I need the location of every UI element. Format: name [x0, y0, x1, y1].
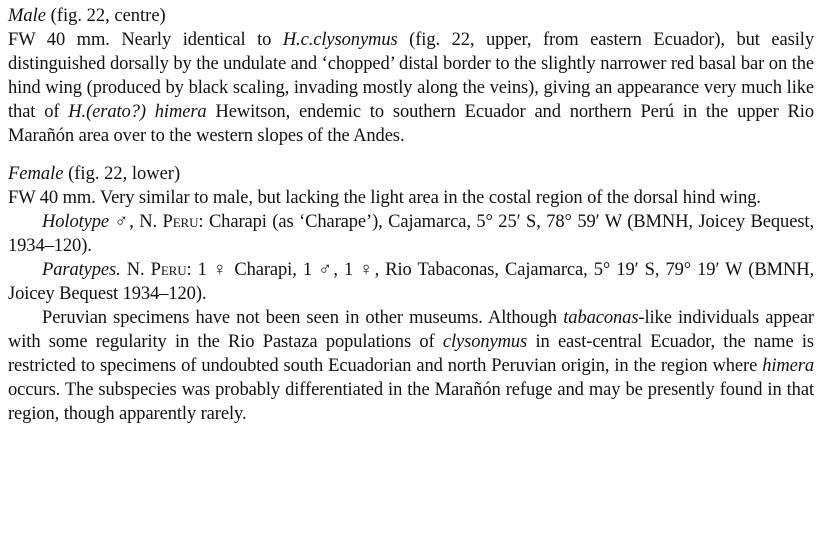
text-run: -like individuals appear with some regularity in the Rio Pastaza populations of [8, 308, 814, 352]
text-run: N. [120, 260, 151, 280]
paratypes-paragraph [8, 258, 814, 306]
paratypes-label: Paratypes. [42, 260, 121, 280]
male-heading [8, 4, 814, 28]
female-heading-label: Female [8, 164, 64, 184]
female-heading-ref: (fig. 22, lower) [63, 164, 181, 184]
document-page [8, 4, 814, 426]
female-heading [8, 162, 814, 186]
text-run: ♂, N. [109, 212, 163, 232]
male-heading-ref: (fig. 22, centre) [46, 6, 166, 26]
species-name: clysonymus [442, 332, 528, 352]
country-name: Peru [150, 260, 187, 280]
text-run: occurs. The subspecies was probably differentiated in the Marañón refuge and may be presently found in that region, though apparently rarely. [8, 380, 814, 424]
holotype-label: Holotype [42, 212, 110, 232]
text-run: in east-central Ecuador, the name is restricted to specimens of undoubted south Ecuadorian and north Peruvian origin, in the region where [8, 332, 814, 376]
holotype-paragraph [8, 210, 814, 258]
text-run: Peruvian specimens have not been seen in other museums. Although [42, 308, 564, 328]
species-name: himera [762, 356, 814, 376]
species-name: tabaconas [563, 308, 639, 328]
text-run: : Charapi (as ‘Charape’), Cajamarca, 5° 25′ S, 78° 59′ W (BMNH, Joicey Bequest, 1934–120). [8, 212, 814, 256]
species-name: H.c.clysonymus [282, 30, 398, 50]
text-run: FW 40 mm. Nearly identical to [8, 30, 283, 50]
text-run: (fig. 22, upper, from eastern Ecuador), but easily distinguished dorsally by the undulate and ‘chopped’ distal border to the slightly narrower red basal bar on the hind wing (produced by black scaling, invading mostly along the veins), giving an appearance very much like that of [8, 30, 814, 122]
female-section [8, 162, 814, 426]
male-heading-label: Male [8, 6, 47, 26]
species-name: H.(erato?) himera [68, 102, 207, 122]
distribution-paragraph [8, 306, 814, 426]
male-section [8, 4, 814, 148]
section-gap [8, 148, 814, 162]
country-name: Peru [162, 212, 199, 232]
text-run: : 1 ♀ Charapi, 1 ♂, 1 ♀, Rio Tabaconas, Cajamarca, 5° 19′ S, 79° 19′ W (BMNH, Joicey Bequest 1934–120). [8, 260, 814, 304]
male-description [8, 28, 814, 148]
text-run: Hewitson, endemic to southern Ecuador and northern Perú in the upper Rio Marañón area over to the western slopes of the Andes. [8, 102, 814, 146]
female-description: FW 40 mm. Very similar to male, but lacking the light area in the costal region of the dorsal hind wing. [8, 188, 761, 208]
